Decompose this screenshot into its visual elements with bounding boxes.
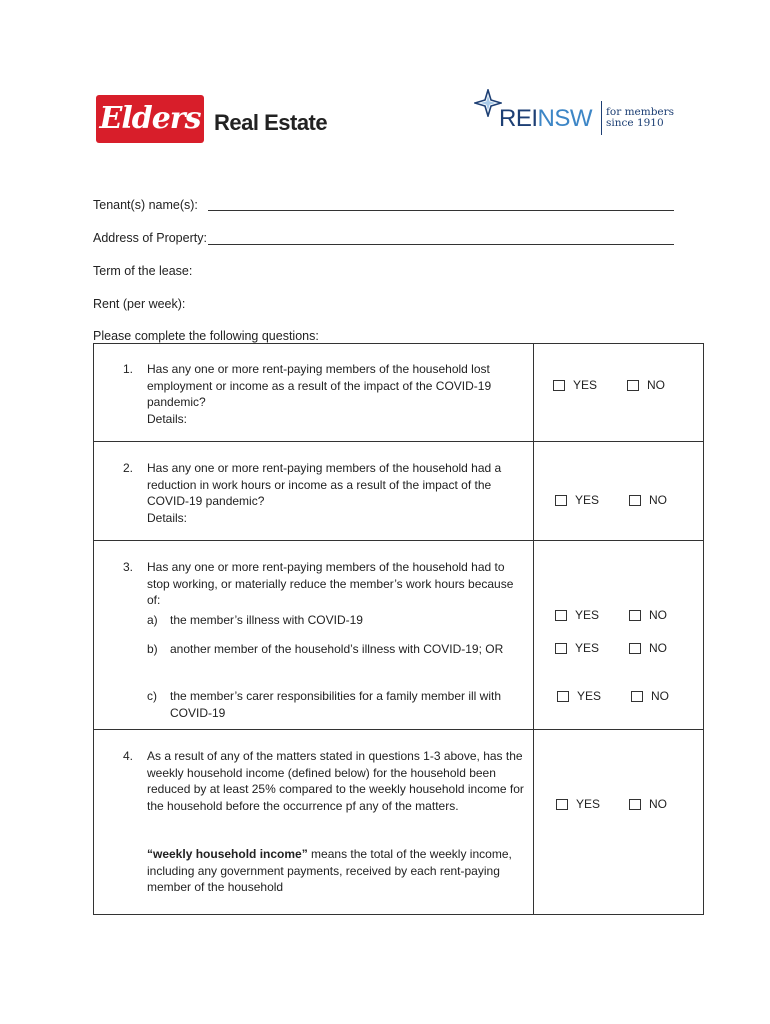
question-3c-text: the member’s carer responsibilities for a family member ill with COVID-19: [170, 689, 501, 720]
question-3a-no[interactable]: NO: [629, 608, 667, 622]
question-2-number: 2.: [123, 461, 134, 475]
question-4-definition: “weekly household income” means the total of the weekly income, including any government payments, received by each rent-paying member of the household: [147, 847, 512, 894]
checkbox-icon[interactable]: [629, 643, 641, 654]
reinsw-divider: [601, 101, 602, 135]
checkbox-icon[interactable]: [629, 495, 641, 506]
question-3-number: 3.: [123, 560, 134, 574]
rent-label: Rent (per week):: [93, 297, 186, 311]
question-3c-no[interactable]: NO: [631, 689, 669, 703]
checkbox-icon[interactable]: [555, 643, 567, 654]
table-column-divider: [533, 343, 534, 915]
table-row-divider: [93, 729, 704, 730]
checkbox-icon[interactable]: [556, 799, 568, 810]
tenant-name-label: Tenant(s) name(s):: [93, 198, 198, 212]
reinsw-tagline: for members since 1910: [606, 106, 675, 129]
table-row-divider: [93, 441, 704, 442]
question-4-number: 4.: [123, 749, 134, 763]
question-3b-letter: b): [147, 642, 158, 656]
question-2-yes[interactable]: YES: [555, 493, 599, 507]
checkbox-icon[interactable]: [631, 691, 643, 702]
question-3b-no[interactable]: NO: [629, 641, 667, 655]
checkbox-icon[interactable]: [553, 380, 565, 391]
checkbox-icon[interactable]: [629, 799, 641, 810]
property-address-field[interactable]: [208, 244, 674, 245]
table-row-divider: [93, 540, 704, 541]
checkbox-icon[interactable]: [557, 691, 569, 702]
checkbox-icon[interactable]: [627, 380, 639, 391]
question-2-no[interactable]: NO: [629, 493, 667, 507]
question-3c-letter: c): [147, 689, 157, 703]
reinsw-logo: REINSW: [499, 105, 593, 132]
checkbox-icon[interactable]: [629, 610, 641, 621]
elders-logo: Elders: [96, 95, 204, 143]
question-1-text: Has any one or more rent-paying members of the household lost employment or income as a result of the impact of the COVID-19 pandemic? Details:: [147, 362, 492, 426]
question-3b-text: another member of the household’s illness with COVID-19; OR: [170, 642, 504, 656]
question-3-text: Has any one or more rent-paying members of the household had to stop working, or materially reduce the member’s work hours because of:: [147, 560, 514, 607]
questions-table: [93, 343, 704, 915]
tenant-name-field[interactable]: [208, 210, 674, 211]
question-3b-yes[interactable]: YES: [555, 641, 599, 655]
elders-logo-suffix: Real Estate: [214, 110, 328, 135]
question-1-yes[interactable]: YES: [553, 378, 597, 392]
property-address-label: Address of Property:: [93, 231, 207, 245]
question-4-yes[interactable]: YES: [556, 797, 600, 811]
question-1-number: 1.: [123, 362, 134, 376]
question-3a-letter: a): [147, 613, 158, 627]
checkbox-icon[interactable]: [555, 610, 567, 621]
question-3c-yes[interactable]: YES: [557, 689, 601, 703]
question-3a-yes[interactable]: YES: [555, 608, 599, 622]
question-3a-text: the member’s illness with COVID-19: [170, 613, 363, 627]
question-4-text: As a result of any of the matters stated in questions 1-3 above, has the weekly household income (defined below) for the household been reduced by at least 25% compared to the weekly household income for the household before the occurrence pf any of the matters.: [147, 749, 524, 813]
instructions-text: Please complete the following questions:: [93, 329, 319, 343]
question-2-text: Has any one or more rent-paying members of the household had a reduction in work hours or income as a result of the impact of the COVID-19 pandemic? Details:: [147, 461, 502, 525]
question-1-no[interactable]: NO: [627, 378, 665, 392]
reinsw-star-icon: [474, 89, 502, 117]
lease-term-label: Term of the lease:: [93, 264, 193, 278]
question-4-no[interactable]: NO: [629, 797, 667, 811]
checkbox-icon[interactable]: [555, 495, 567, 506]
